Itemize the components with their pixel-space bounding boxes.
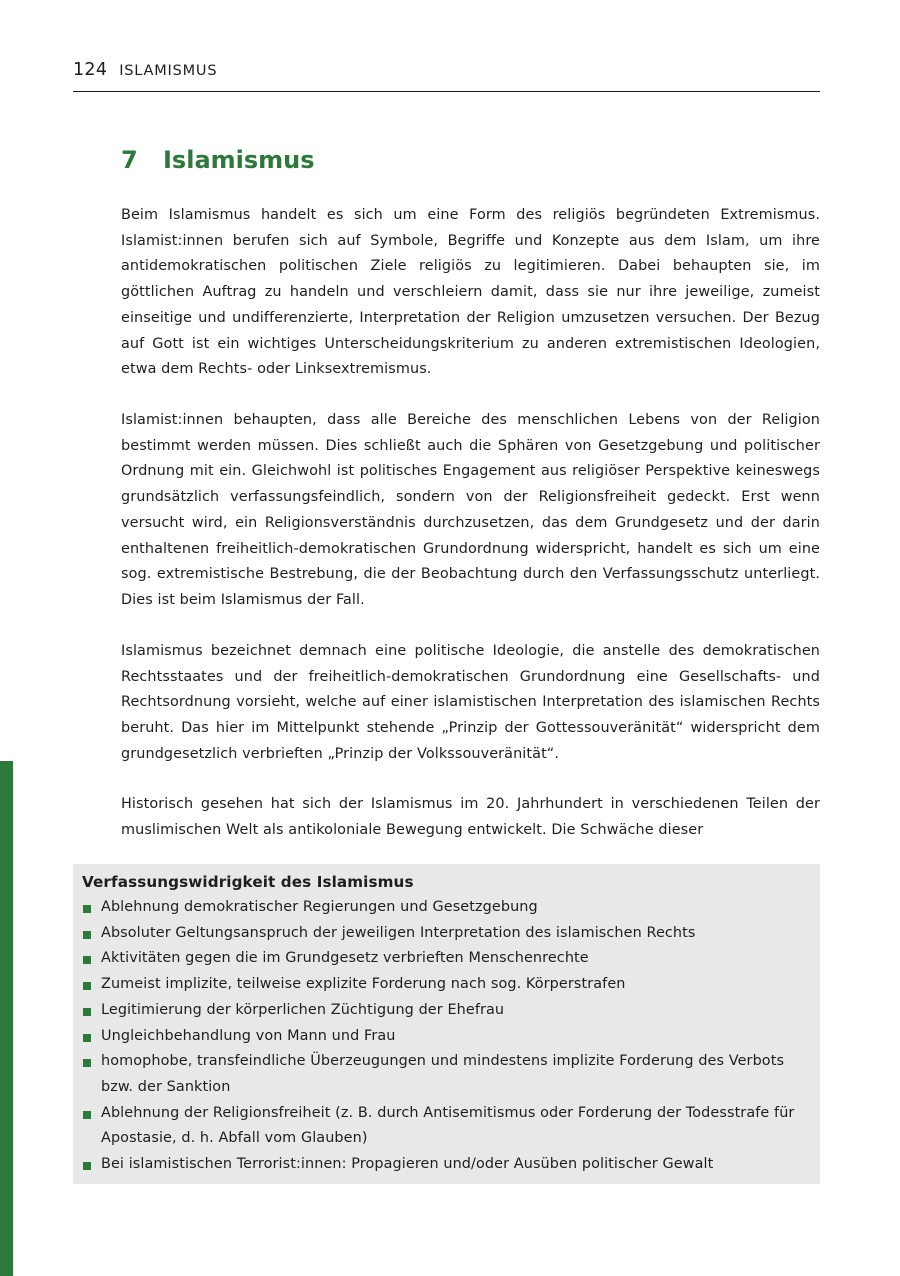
list-item-text: Zumeist implizite, teilweise explizite Forderung nach sog. Körperstrafen: [101, 976, 626, 993]
list-item: [82, 946, 801, 972]
paragraph-1: [121, 203, 820, 383]
square-bullet-icon: [83, 1111, 91, 1119]
chapter-number: 7: [121, 146, 138, 174]
list-item-text: Ungleichbehandlung von Mann und Frau: [101, 1027, 396, 1044]
paragraph-2: [121, 408, 820, 614]
chapter-side-marker: [0, 761, 13, 1276]
infobox-list: [82, 895, 820, 1178]
square-bullet-icon: [83, 905, 91, 913]
square-bullet-icon: [83, 1059, 91, 1067]
square-bullet-icon: [83, 1034, 91, 1042]
running-header: [73, 58, 820, 92]
infobox-title: Verfassungswidrigkeit des Islamismus: [82, 873, 414, 891]
list-item: [82, 998, 801, 1024]
list-item-text: homophobe, transfeindliche Überzeugungen und mindestens implizite Forderung des Verbots bzw. der Sanktion: [101, 1053, 785, 1095]
list-item: [82, 1024, 801, 1050]
chapter-heading: [121, 141, 315, 179]
list-item-text: Absoluter Geltungsanspruch der jeweiligen Interpretation des islamischen Rechts: [101, 924, 696, 941]
paragraph-4: [121, 792, 820, 844]
list-item-text: Bei islamistischen Terrorist:innen: Propagieren und/oder Ausüben politischer Gewalt: [101, 1156, 714, 1173]
square-bullet-icon: [83, 982, 91, 990]
list-item: [82, 1101, 801, 1152]
square-bullet-icon: [83, 1162, 91, 1170]
square-bullet-icon: [83, 931, 91, 939]
infobox: [73, 864, 820, 1184]
list-item-text: Aktivitäten gegen die im Grundgesetz verbrieften Menschenrechte: [101, 950, 589, 967]
square-bullet-icon: [83, 1008, 91, 1016]
page-number: 124: [73, 60, 108, 80]
list-item: [82, 1152, 801, 1178]
list-item: [82, 972, 801, 998]
square-bullet-icon: [83, 956, 91, 964]
paragraph-text: Islamist:innen behaupten, dass alle Bereiche des menschlichen Lebens von der Religion bestimmt werden müssen. Dies schließt auch die Sphären von Gesetzgebung und politischer Ordnung mit ein. Gleichwohl ist politisches Engagement aus religiöser Perspektive keineswegs grundsätzlich verfassungsfeindlich, sondern von der Religionsfreiheit gedeckt. Erst wenn versucht wird, ein Religionsverständnis durchzusetzen, das dem Grundgesetz und der darin enthaltenen freiheitlich-demokratischen Grundordnung widerspricht, handelt es sich um eine sog. extremistische Bestrebung, die der Beobachtung durch den Verfassungsschutz unterliegt. Dies ist beim Islamismus der Fall.: [121, 412, 820, 608]
list-item-text: Ablehnung der Religionsfreiheit (z. B. durch Antisemitismus oder Forderung der Todesstrafe für Apostasie, d. h. Abfall vom Glauben): [101, 1104, 795, 1147]
list-item: [82, 921, 801, 947]
chapter-title: Islamismus: [163, 146, 315, 174]
list-item-text: Legitimierung der körperlichen Züchtigung der Ehefrau: [101, 1001, 505, 1018]
list-item-text: Ablehnung demokratischer Regierungen und Gesetzgebung: [101, 899, 538, 915]
paragraph-text: Islamismus bezeichnet demnach eine politische Ideologie, die anstelle des demokratischen Rechtsstaates und der freiheitlich-demokratischen Grundordnung eine Gesellschafts- und Rechtsordnung vorsieht, welche auf einer islamistischen Interpretation des islamischen Rechts beruht. Das hier im Mittelpunkt stehende „Prinzip der Gottessouveränität“ widerspricht dem grundgesetzlich verbrieften „Prinzip der Volkssouveränität“.: [121, 643, 820, 762]
list-item: [82, 895, 801, 921]
running-section-title: ISLAMISMUS: [119, 63, 218, 79]
paragraph-text: Beim Islamismus handelt es sich um eine Form des religiös begründeten Extremismus. Islamist:innen berufen sich auf Symbole, Begriffe und Konzepte aus dem Islam, um ihre antidemokratischen politischen Ziele religiös zu legitimieren. Dabei behaupten sie, im göttlichen Auftrag zu handeln und verschleiern damit, dass sie nur ihre jeweilige, zumeist einseitige und undifferenzierte, Interpretation der Religion umzusetzen versuchen. Der Bezug auf Gott ist ein wichtiges Unterscheidungskriterium zu anderen extremistischen Ideologien, etwa dem Rechts- oder Linksextremismus.: [121, 207, 820, 378]
list-item: [82, 1049, 801, 1100]
paragraph-text: Historisch gesehen hat sich der Islamismus im 20. Jahrhundert in verschiedenen Teilen der muslimischen Welt als antikoloniale Bewegung entwickelt. Die Schwäche dieser: [121, 796, 820, 838]
paragraph-3: [121, 639, 820, 768]
